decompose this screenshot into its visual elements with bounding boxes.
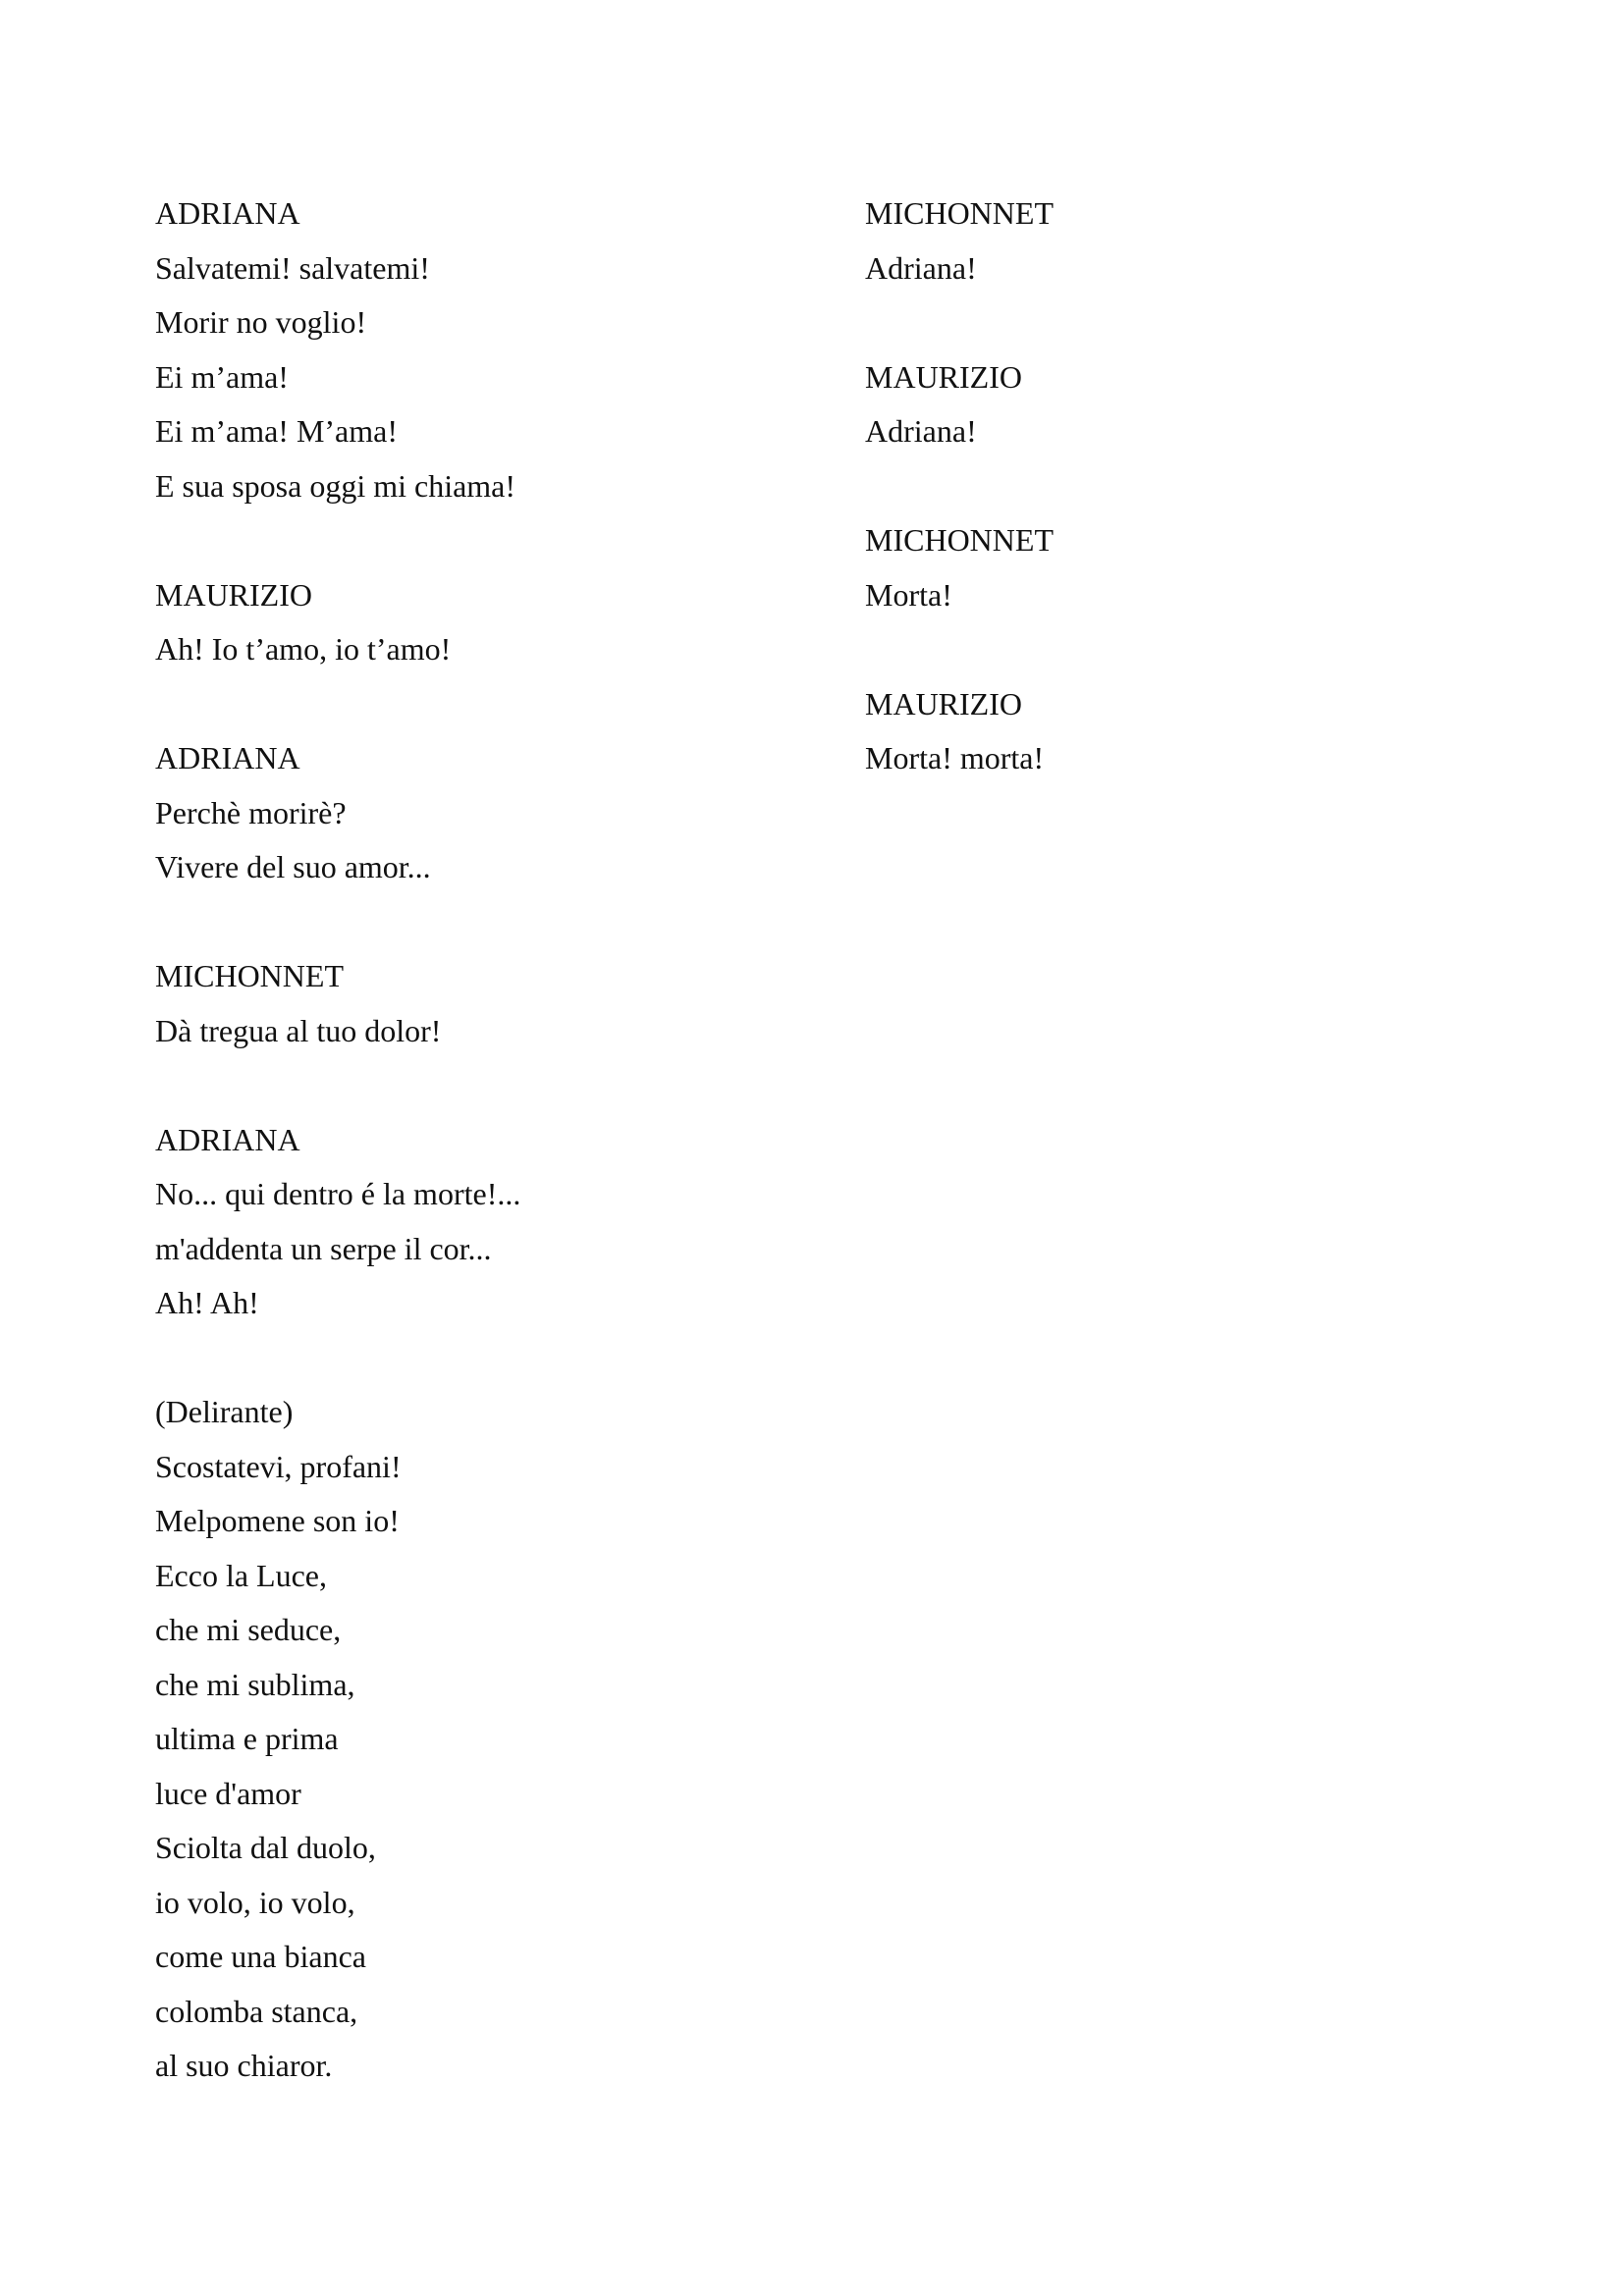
right-column bbox=[865, 187, 1552, 786]
stanza-gap bbox=[155, 513, 842, 568]
verse-line: Vivere del suo amor... bbox=[155, 849, 431, 884]
verse-line: Ei m’ama! M’ama! bbox=[155, 413, 398, 449]
stanza-gap bbox=[865, 459, 1552, 514]
verse-line: che mi sublima, bbox=[155, 1666, 355, 1702]
verse-line: io volo, io volo, bbox=[155, 1884, 355, 1920]
stanza-gap bbox=[155, 677, 842, 732]
verse-line: al suo chiaror. bbox=[155, 2048, 333, 2083]
stanza-gap bbox=[865, 622, 1552, 677]
speaker-name: MICHONNET bbox=[155, 958, 344, 993]
verse-line: Scostatevi, profani! bbox=[155, 1448, 402, 1484]
verse-line: Morta! morta! bbox=[865, 740, 1045, 775]
verse-line: Dà tregua al tuo dolor! bbox=[155, 1012, 442, 1048]
verse-line: Ecco la Luce, bbox=[155, 1557, 327, 1593]
speaker-name: MAURIZIO bbox=[155, 576, 312, 613]
speaker-name: ADRIANA bbox=[155, 740, 300, 775]
stage-direction: (Delirante) bbox=[155, 1394, 294, 1429]
verse-line: Melpomene son io! bbox=[155, 1503, 400, 1538]
verse-line: Sciolta dal duolo, bbox=[155, 1830, 376, 1865]
verse-line: luce d'amor bbox=[155, 1775, 301, 1811]
verse-line: Ei m’ama! bbox=[155, 358, 289, 395]
speaker-name: MAURIZIO bbox=[865, 358, 1022, 395]
speaker-name: ADRIANA bbox=[155, 1121, 300, 1157]
speaker-name: MICHONNET bbox=[865, 522, 1054, 558]
speaker-name: MICHONNET bbox=[865, 195, 1054, 231]
verse-line: come una bianca bbox=[155, 1939, 366, 1974]
verse-line: Adriana! bbox=[865, 249, 977, 286]
stanza-gap bbox=[155, 1058, 842, 1113]
verse-line: Ah! Ah! bbox=[155, 1285, 259, 1320]
speaker-name: MAURIZIO bbox=[865, 685, 1022, 721]
stanza-gap bbox=[155, 895, 842, 950]
stanza-gap bbox=[865, 295, 1552, 350]
verse-line: E sua sposa oggi mi chiama! bbox=[155, 467, 516, 504]
verse-line: Adriana! bbox=[865, 413, 977, 449]
stanza-gap bbox=[155, 1331, 842, 1386]
verse-line: Salvatemi! salvatemi! bbox=[155, 249, 430, 286]
verse-line: No... qui dentro é la morte!... bbox=[155, 1176, 521, 1211]
verse-line: colomba stanca, bbox=[155, 1993, 358, 2029]
left-column bbox=[155, 187, 842, 2094]
verse-line: ultima e prima bbox=[155, 1721, 339, 1756]
verse-line: Perchè morirè? bbox=[155, 794, 347, 830]
verse-line: Morir no voglio! bbox=[155, 304, 367, 340]
verse-line: Ah! Io t’amo, io t’amo! bbox=[155, 631, 452, 667]
verse-line: che mi seduce, bbox=[155, 1612, 342, 1647]
verse-line: Morta! bbox=[865, 576, 952, 613]
verse-line: m'addenta un serpe il cor... bbox=[155, 1230, 492, 1266]
speaker-name: ADRIANA bbox=[155, 195, 300, 231]
